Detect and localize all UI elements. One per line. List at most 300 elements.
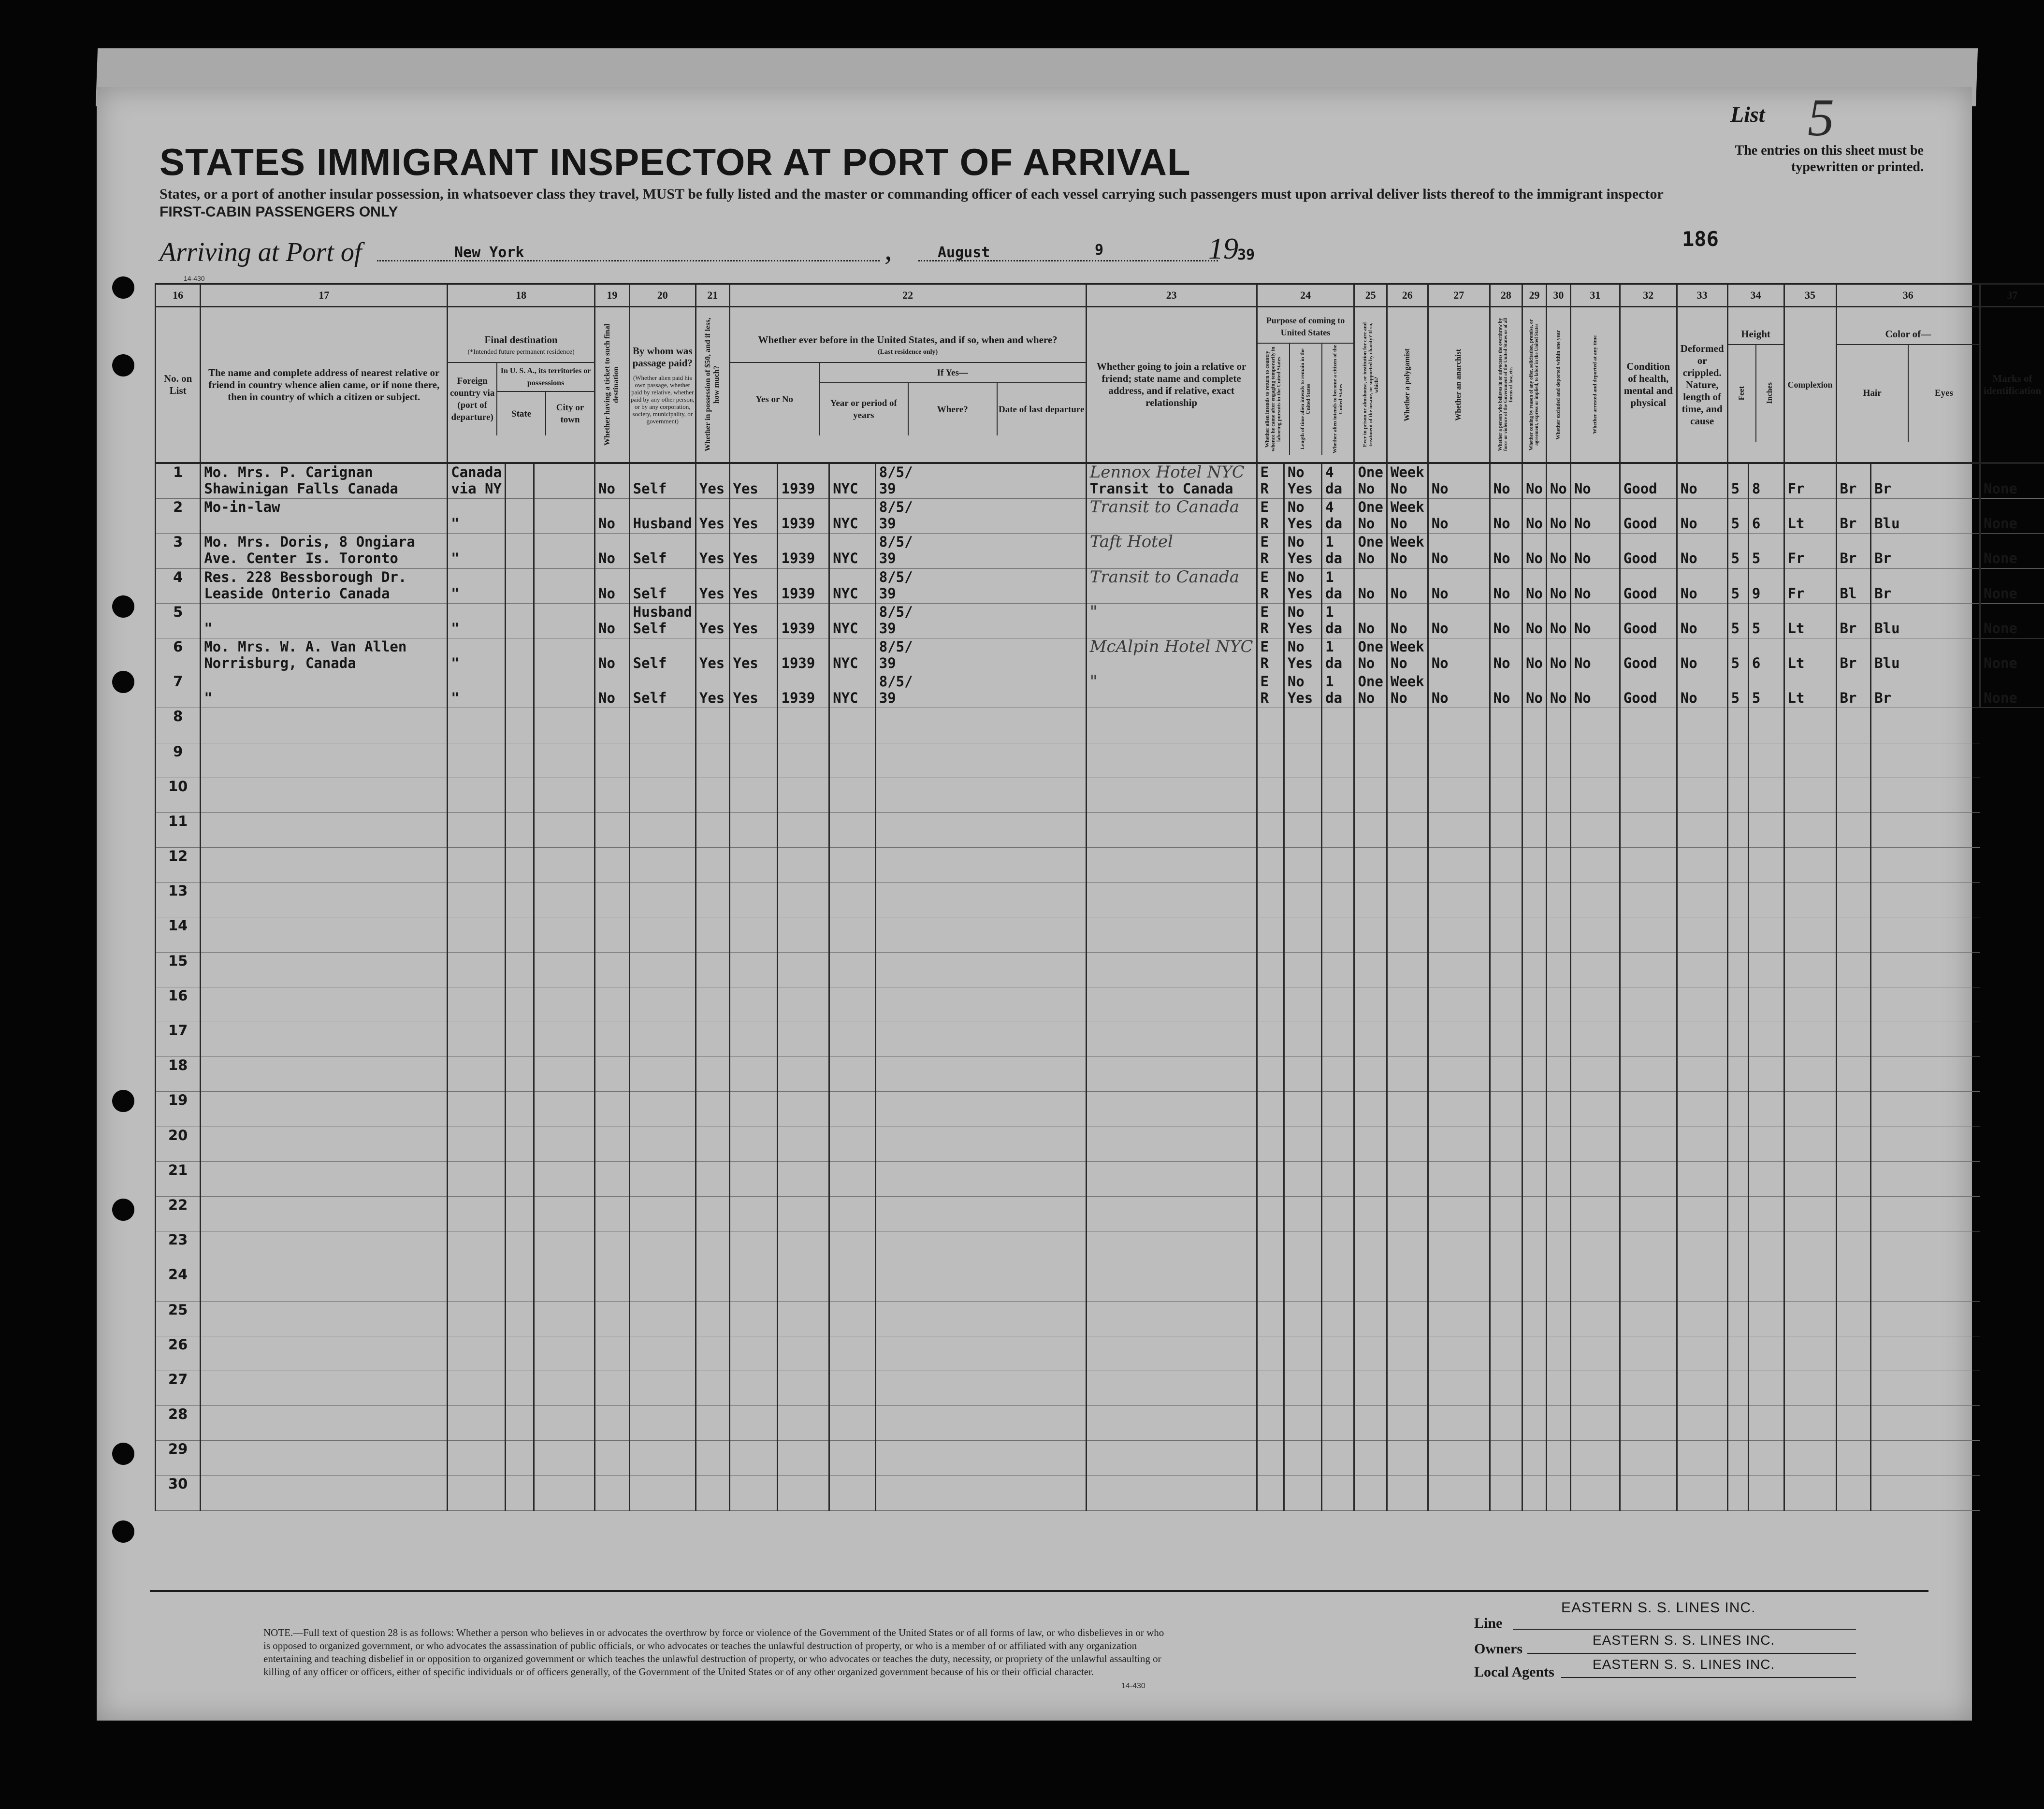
- header-height: Height Feet Inches: [1727, 307, 1784, 463]
- marks-line: None: [1984, 690, 2017, 707]
- page-title: STATES IMMIGRANT INSPECTOR AT PORT OF ARRIVAL: [159, 141, 1191, 183]
- empty-cell: [1086, 1161, 1257, 1196]
- relative-address-line: ": [204, 620, 213, 637]
- year: [778, 499, 829, 534]
- empty-cell: [829, 987, 876, 1022]
- relative-address-line: [201, 673, 447, 690]
- empty-cell: [1871, 1231, 1980, 1266]
- ever-in-us: [729, 638, 778, 673]
- row-number: 18: [156, 1057, 201, 1092]
- join-relative-line: [1087, 655, 1256, 671]
- empty-cell: [729, 1371, 778, 1405]
- purpose-c24a-line: R: [1260, 585, 1269, 602]
- empty-cell: [1546, 1127, 1570, 1161]
- destination-state: [505, 463, 534, 499]
- purpose-c24b: [1284, 499, 1321, 534]
- year-line: [778, 604, 828, 620]
- empty-cell: [1871, 1441, 1980, 1476]
- line-value: EASTERN S. S. LINES INC.: [1561, 1600, 1756, 1616]
- empty-cell: [875, 1336, 1086, 1371]
- empty-cell: [1428, 1371, 1490, 1405]
- col-number: 32: [1620, 284, 1677, 307]
- height-feet-line: [1728, 673, 1748, 690]
- purpose-c24a-line: E: [1260, 603, 1269, 620]
- empty-cell: [1428, 1196, 1490, 1231]
- hair-line: [1837, 569, 1870, 585]
- passage-paid-line: Self: [633, 690, 667, 707]
- ever-in-us: [729, 603, 778, 638]
- empty-cell: [1748, 1301, 1784, 1336]
- destination-foreign-line: ": [451, 550, 460, 567]
- destination-foreign-line: ": [451, 515, 460, 532]
- empty-cell: [1677, 917, 1727, 952]
- empty-cell: [1727, 743, 1748, 778]
- eyes-line: Br: [1874, 585, 1892, 602]
- complexion-line: Fr: [1787, 585, 1805, 602]
- purpose-c25: [1354, 603, 1387, 638]
- empty-cell: [505, 812, 534, 847]
- empty-cell: [1354, 708, 1387, 743]
- col-number: 19: [595, 284, 630, 307]
- relative-address: [201, 603, 448, 638]
- eyes: [1871, 603, 1980, 638]
- empty-cell: [1428, 1301, 1490, 1336]
- empty-cell: [1784, 1022, 1836, 1057]
- purpose-c24a-line: R: [1260, 690, 1269, 707]
- empty-cell: [595, 743, 630, 778]
- empty-cell: [534, 743, 595, 778]
- empty-cell: [1727, 1127, 1748, 1161]
- complexion: [1784, 638, 1836, 673]
- where: [829, 638, 876, 673]
- marks-line: None: [1984, 515, 2017, 532]
- empty-cell: [448, 1301, 506, 1336]
- col-number: 20: [629, 284, 696, 307]
- join-relative-line: [1087, 550, 1256, 566]
- possession-50: [696, 534, 729, 568]
- date-departure-line: 39: [879, 690, 896, 707]
- purpose-c25-line: One: [1358, 638, 1383, 655]
- relative-address: [201, 534, 448, 568]
- empty-cell: [1546, 1441, 1570, 1476]
- empty-cell: [696, 1406, 729, 1441]
- empty-cell: [1322, 1057, 1354, 1092]
- empty-cell: [534, 1266, 595, 1301]
- destination-foreign-line: [448, 604, 505, 620]
- empty-cell: [696, 812, 729, 847]
- ticket: [595, 499, 630, 534]
- ever-in-us-line: [730, 638, 777, 655]
- where: [829, 463, 876, 499]
- empty-cell: [1784, 1336, 1836, 1371]
- empty-cell: [1677, 1301, 1727, 1336]
- empty-cell: [778, 1161, 829, 1196]
- table-row: [156, 848, 2044, 883]
- purpose-c26: [1387, 568, 1428, 603]
- hair: [1836, 638, 1871, 673]
- empty-cell: [201, 952, 448, 987]
- relative-address-line: Ave. Center Is. Toronto: [204, 550, 398, 567]
- empty-cell: [1387, 1196, 1428, 1231]
- eyes-line: [1871, 673, 1979, 690]
- height-feet-line: 5: [1731, 654, 1740, 671]
- empty-cell: [1522, 812, 1546, 847]
- empty-cell: [1354, 1406, 1387, 1441]
- col-number: 18: [448, 284, 595, 307]
- purpose-c26-line: No: [1390, 585, 1407, 602]
- empty-cell: [505, 1161, 534, 1196]
- possession-50-line: Yes: [699, 515, 725, 532]
- empty-cell: [1677, 778, 1727, 812]
- empty-cell: [534, 1161, 595, 1196]
- deformed-line: [1678, 673, 1727, 690]
- anarchist: [1428, 638, 1490, 673]
- date-departure-line: 8/5/: [879, 673, 913, 690]
- empty-cell: [629, 1476, 696, 1510]
- empty-cell: [1871, 1127, 1980, 1161]
- empty-cell: [1546, 1476, 1570, 1510]
- purpose-c24c: [1322, 568, 1354, 603]
- empty-cell: [1086, 1231, 1257, 1266]
- empty-cell: [1784, 812, 1836, 847]
- empty-cell: [629, 743, 696, 778]
- empty-cell: [201, 848, 448, 883]
- row-number: 4: [156, 568, 201, 603]
- excluded: [1546, 499, 1570, 534]
- overthrow-line: [1491, 638, 1522, 655]
- empty-cell: [1677, 1196, 1727, 1231]
- empty-cell: [1354, 1127, 1387, 1161]
- empty-cell: [1322, 743, 1354, 778]
- passage-paid-line: [630, 569, 695, 585]
- empty-cell: [696, 1266, 729, 1301]
- empty-cell: [534, 1057, 595, 1092]
- date-departure-line: 39: [879, 550, 896, 567]
- anarchist-line: [1429, 604, 1489, 620]
- empty-cell: [1620, 1336, 1677, 1371]
- ticket: [595, 673, 630, 708]
- empty-cell: [1354, 1476, 1387, 1510]
- empty-cell: [1387, 848, 1428, 883]
- height-inches-line: 6: [1752, 654, 1761, 671]
- empty-cell: [875, 1022, 1086, 1057]
- anarchist-line: No: [1431, 690, 1449, 707]
- destination-state-line: [506, 464, 533, 480]
- anarchist-line: [1429, 673, 1489, 690]
- empty-cell: [1784, 1301, 1836, 1336]
- passage-paid-line: [630, 638, 695, 655]
- empty-cell: [534, 1196, 595, 1231]
- height-feet-line: 5: [1731, 690, 1740, 707]
- destination-city-line: [535, 480, 594, 497]
- empty-cell: [1490, 1336, 1522, 1371]
- empty-cell: [1387, 708, 1428, 743]
- complexion-line: [1785, 673, 1836, 690]
- empty-cell: [1086, 1092, 1257, 1127]
- overthrow-line: No: [1493, 550, 1510, 567]
- row-number: 8: [156, 708, 201, 743]
- empty-cell: [1620, 1406, 1677, 1441]
- empty-cell: [505, 1371, 534, 1405]
- overthrow-line: No: [1493, 515, 1510, 532]
- empty-cell: [595, 917, 630, 952]
- empty-cell: [1086, 1301, 1257, 1336]
- empty-cell: [1836, 1441, 1871, 1476]
- where-line: NYC: [833, 585, 858, 602]
- purpose-c24a-line: E: [1260, 568, 1269, 585]
- empty-cell: [1490, 1371, 1522, 1405]
- destination-city: [534, 568, 595, 603]
- destination-state-line: [506, 620, 533, 637]
- deformed: [1677, 534, 1727, 568]
- where-line: [830, 638, 875, 655]
- empty-cell: [1871, 1371, 1980, 1405]
- empty-cell: [1354, 1022, 1387, 1057]
- empty-cell: [629, 1371, 696, 1405]
- purpose-c25-line: [1355, 604, 1386, 620]
- row-number: 13: [156, 883, 201, 917]
- empty-cell: [1354, 848, 1387, 883]
- where-line: [830, 499, 875, 515]
- purpose-c24a: [1257, 638, 1284, 673]
- purpose-c24c-line: 1: [1325, 568, 1334, 585]
- marks-line: None: [1984, 480, 2017, 497]
- table-row: [156, 638, 2044, 673]
- footer-rule: [150, 1590, 1928, 1592]
- purpose-c24a: [1257, 499, 1284, 534]
- arrested-line: [1571, 604, 1619, 620]
- empty-cell: [1522, 1441, 1546, 1476]
- empty-cell: [1784, 1161, 1836, 1196]
- overthrow-line: [1491, 464, 1522, 480]
- anarchist-line: No: [1431, 585, 1449, 602]
- deformed-line: No: [1680, 480, 1697, 497]
- empty-cell: [778, 917, 829, 952]
- empty-cell: [729, 708, 778, 743]
- empty-cell: [1784, 1371, 1836, 1405]
- table-row: [156, 1127, 2044, 1161]
- purpose-c24b-line: No: [1287, 499, 1305, 516]
- empty-cell: [1428, 1336, 1490, 1371]
- empty-cell: [1522, 1301, 1546, 1336]
- empty-cell: [1871, 1057, 1980, 1092]
- relative-address-line: Leaside Onterio Canada: [204, 585, 390, 602]
- deformed-line: [1678, 534, 1727, 550]
- marks-line: [1981, 499, 2044, 515]
- empty-cell: [778, 1301, 829, 1336]
- arrested: [1570, 534, 1620, 568]
- empty-cell: [201, 1022, 448, 1057]
- empty-cell: [1620, 812, 1677, 847]
- empty-cell: [1570, 1441, 1620, 1476]
- empty-cell: [1727, 1406, 1748, 1441]
- empty-cell: [1284, 987, 1321, 1022]
- ever-in-us: [729, 673, 778, 708]
- possession-50-line: Yes: [699, 550, 725, 567]
- empty-cell: [829, 1057, 876, 1092]
- height-inches-line: [1749, 673, 1783, 690]
- possession-50: [696, 603, 729, 638]
- empty-cell: [595, 1092, 630, 1127]
- empty-cell: [1748, 812, 1784, 847]
- empty-cell: [1836, 987, 1871, 1022]
- join-relative: [1086, 534, 1257, 568]
- marks: [1980, 638, 2044, 673]
- empty-cell: [201, 1371, 448, 1405]
- complexion-line: [1785, 499, 1836, 515]
- empty-cell: [1784, 1196, 1836, 1231]
- purpose-c24c-line: 4: [1325, 499, 1334, 516]
- empty-cell: [829, 1092, 876, 1127]
- empty-cell: [829, 1127, 876, 1161]
- possession-50: [696, 463, 729, 499]
- empty-cell: [629, 1336, 696, 1371]
- empty-cell: [1354, 917, 1387, 952]
- empty-cell: [201, 1301, 448, 1336]
- empty-cell: [1490, 987, 1522, 1022]
- destination-city-line: [535, 569, 594, 585]
- empty-cell: [1322, 1266, 1354, 1301]
- height-feet-line: 5: [1731, 585, 1740, 602]
- empty-cell: [1727, 1371, 1748, 1405]
- row-number: 9: [156, 743, 201, 778]
- date-departure-line: 8/5/: [879, 638, 913, 655]
- excluded-line: [1547, 673, 1570, 690]
- empty-cell: [1570, 917, 1620, 952]
- instructions-line: States, or a port of another insular possession, in whatsoever class they travel, MUST be fully listed and the master or commanding officer of each vessel carrying such passengers must upon arrival deliver lists thereof to the immigrant inspector: [159, 186, 1664, 202]
- destination-state-line: [506, 585, 533, 602]
- purpose-c24a: [1257, 534, 1284, 568]
- empty-cell: [1490, 778, 1522, 812]
- complexion: [1784, 499, 1836, 534]
- empty-cell: [1727, 1441, 1748, 1476]
- table-row: [156, 568, 2044, 603]
- empty-cell: [1836, 1022, 1871, 1057]
- empty-cell: [1284, 1336, 1321, 1371]
- port-value: New York: [454, 244, 524, 261]
- empty-cell: [1784, 917, 1836, 952]
- date-departure-line: 8/5/: [879, 568, 913, 585]
- empty-cell: [1284, 1092, 1321, 1127]
- destination-state: [505, 534, 534, 568]
- empty-cell: [1322, 1301, 1354, 1336]
- join-relative-line: Transit to Canada: [1089, 480, 1233, 497]
- purpose-c24c-line: da: [1325, 690, 1343, 707]
- empty-cell: [1284, 1127, 1321, 1161]
- empty-cell: [505, 1406, 534, 1441]
- anarchist: [1428, 463, 1490, 499]
- excluded-line: No: [1550, 690, 1567, 707]
- empty-cell: [448, 1161, 506, 1196]
- destination-foreign-line: ": [451, 620, 460, 637]
- empty-cell: [1871, 1266, 1980, 1301]
- eyes: [1871, 568, 1980, 603]
- empty-cell: [1784, 1406, 1836, 1441]
- empty-cell: [1284, 778, 1321, 812]
- empty-cell: [201, 812, 448, 847]
- empty-cell: [1490, 1057, 1522, 1092]
- empty-cell: [1322, 1231, 1354, 1266]
- health-line: Good: [1623, 654, 1657, 671]
- empty-cell: [1387, 1127, 1428, 1161]
- destination-foreign-line: [448, 673, 505, 690]
- empty-cell: [1784, 1231, 1836, 1266]
- empty-cell: [1322, 1371, 1354, 1405]
- purpose-c24a-line: R: [1260, 654, 1269, 671]
- health-line: [1621, 673, 1676, 690]
- health-line: [1621, 534, 1676, 550]
- empty-cell: [1257, 848, 1284, 883]
- date-departure-line: 39: [879, 620, 896, 637]
- labor-offer-line: No: [1525, 654, 1543, 671]
- empty-cell: [1387, 743, 1428, 778]
- join-relative-line: [1087, 620, 1256, 637]
- header-final-destination: Final destination (*Intended future permanent residence) Foreign country via (port of departure) In U. S. A., its territories or possessions State City or town: [448, 307, 595, 463]
- empty-cell: [629, 1406, 696, 1441]
- join-relative: [1086, 673, 1257, 708]
- deformed-line: [1678, 638, 1727, 655]
- empty-cell: [1871, 1092, 1980, 1127]
- header-deformed: Deformed or crippled. Nature, length of time, and cause: [1677, 307, 1727, 463]
- empty-cell: [829, 1022, 876, 1057]
- ticket-line: [595, 638, 629, 655]
- health-line: Good: [1623, 585, 1657, 602]
- health: [1620, 568, 1677, 603]
- agents-value: EASTERN S. S. LINES INC.: [1593, 1657, 1775, 1672]
- empty-cell: [1257, 1231, 1284, 1266]
- year-line: 1939: [781, 515, 815, 532]
- day-value: 9: [1095, 242, 1104, 259]
- ever-in-us-line: Yes: [733, 654, 758, 671]
- empty-cell: [1354, 952, 1387, 987]
- empty-cell: [595, 848, 630, 883]
- height-feet: [1727, 534, 1748, 568]
- empty-cell: [595, 1336, 630, 1371]
- empty-cell: [729, 778, 778, 812]
- empty-cell: [1784, 1266, 1836, 1301]
- ever-in-us: [729, 499, 778, 534]
- destination-foreign-line: [448, 569, 505, 585]
- empty-cell: [1322, 883, 1354, 917]
- deformed: [1677, 673, 1727, 708]
- destination-state-line: [506, 604, 533, 620]
- hair-line: Br: [1840, 620, 1857, 637]
- possession-50-line: [696, 673, 729, 690]
- empty-cell: [729, 952, 778, 987]
- empty-cell: [875, 1301, 1086, 1336]
- hair-line: [1837, 499, 1870, 515]
- empty-cell: [1490, 1022, 1522, 1057]
- empty-cell: [448, 743, 506, 778]
- empty-cell: [201, 778, 448, 812]
- purpose-c26-line: Week: [1390, 673, 1424, 690]
- empty-cell: [1257, 778, 1284, 812]
- empty-cell: [778, 812, 829, 847]
- empty-cell: [595, 778, 630, 812]
- empty-cell: [595, 1161, 630, 1196]
- empty-cell: [1836, 848, 1871, 883]
- ever-in-us-line: [730, 604, 777, 620]
- empty-cell: [1522, 1266, 1546, 1301]
- ever-in-us: [729, 568, 778, 603]
- ever-in-us-line: [730, 464, 777, 480]
- year-line: 1939: [781, 620, 815, 637]
- empty-cell: [1522, 1406, 1546, 1441]
- purpose-c25: [1354, 673, 1387, 708]
- empty-cell: [1257, 1196, 1284, 1231]
- empty-cell: [778, 883, 829, 917]
- labor-offer-line: [1523, 604, 1546, 620]
